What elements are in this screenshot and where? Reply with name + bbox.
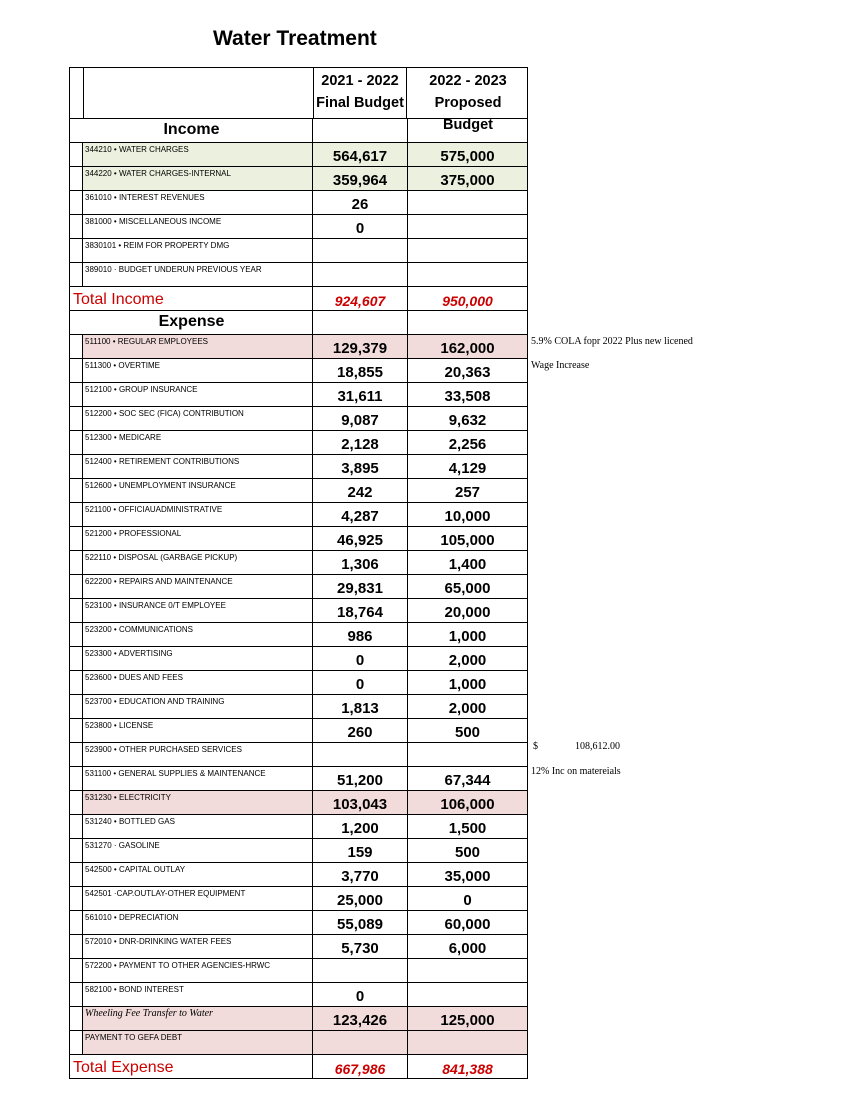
proposed-budget-value: 500 <box>407 839 528 862</box>
column-header-2022: 2022 - 2023 Proposed Budget <box>429 73 507 133</box>
account-label: 522110 • DISPOSAL (GARBAGE PICKUP) <box>82 551 312 574</box>
final-budget-value: 242 <box>312 479 407 502</box>
proposed-budget-value: 67,344 <box>407 767 528 790</box>
table-row <box>69 190 528 214</box>
table-row <box>69 574 528 598</box>
final-budget-value: 3,895 <box>312 455 407 478</box>
proposed-budget-value: 60,000 <box>407 911 528 934</box>
final-budget-value: 103,043 <box>312 791 407 814</box>
column-header-2021: 2021 - 2022 Final Budget <box>314 68 407 118</box>
proposed-budget-value: 1,000 <box>407 623 528 646</box>
table-row <box>69 262 528 286</box>
final-budget-value: 55,089 <box>312 911 407 934</box>
final-budget-value <box>312 743 407 766</box>
proposed-budget-value: 500 <box>407 719 528 742</box>
table-row <box>69 838 528 862</box>
proposed-budget-value: 375,000 <box>407 167 528 190</box>
final-budget-value: 3,770 <box>312 863 407 886</box>
account-label: 561010 • DEPRECIATION <box>82 911 312 934</box>
table-row <box>69 694 528 718</box>
table-row <box>69 1006 528 1030</box>
proposed-budget-value <box>407 743 528 766</box>
final-budget-value: 29,831 <box>312 575 407 598</box>
account-label: 3830101 • REIM FOR PROPERTY DMG <box>82 239 312 262</box>
account-label: 523300 • ADVERTISING <box>82 647 312 670</box>
proposed-budget-value <box>407 983 528 1006</box>
proposed-budget-value <box>407 191 528 214</box>
total-expense-row: Total Expense 667,986 841,388 <box>69 1054 528 1078</box>
table-row <box>69 982 528 1006</box>
account-label: 523700 • EDUCATION AND TRAINING <box>82 695 312 718</box>
table-row <box>69 550 528 574</box>
proposed-budget-value: 1,400 <box>407 551 528 574</box>
proposed-budget-value: 9,632 <box>407 407 528 430</box>
table-row <box>69 766 528 790</box>
table-row <box>69 454 528 478</box>
final-budget-value <box>312 263 407 286</box>
account-label: 542500 • CAPITAL OUTLAY <box>82 863 312 886</box>
table-row <box>69 670 528 694</box>
table-row <box>69 358 528 382</box>
proposed-budget-value: 10,000 <box>407 503 528 526</box>
final-budget-value: 159 <box>312 839 407 862</box>
final-budget-value: 26 <box>312 191 407 214</box>
account-label: 523900 • OTHER PURCHASED SERVICES <box>82 743 312 766</box>
final-budget-value: 18,855 <box>312 359 407 382</box>
proposed-budget-value: 20,363 <box>407 359 528 382</box>
table-row <box>69 238 528 262</box>
table-row <box>69 526 528 550</box>
final-budget-value: 1,200 <box>312 815 407 838</box>
account-label: 572200 • PAYMENT TO OTHER AGENCIES-HRWC <box>82 959 312 982</box>
final-budget-value: 46,925 <box>312 527 407 550</box>
account-label: 344220 • WATER CHARGES-INTERNAL <box>82 167 312 190</box>
proposed-budget-value: 2,000 <box>407 695 528 718</box>
proposed-budget-value: 1,000 <box>407 671 528 694</box>
proposed-budget-value: 125,000 <box>407 1007 528 1030</box>
final-budget-value: 9,087 <box>312 407 407 430</box>
proposed-budget-value: 162,000 <box>407 335 528 358</box>
final-budget-value: 359,964 <box>312 167 407 190</box>
final-budget-value <box>312 1031 407 1054</box>
table-row <box>69 646 528 670</box>
account-label: 512300 • MEDICARE <box>82 431 312 454</box>
final-budget-value: 564,617 <box>312 143 407 166</box>
final-budget-value <box>312 239 407 262</box>
table-row <box>69 142 528 166</box>
table-row <box>69 598 528 622</box>
proposed-budget-value: 4,129 <box>407 455 528 478</box>
proposed-budget-value: 20,000 <box>407 599 528 622</box>
account-label: 531240 • BOTTLED GAS <box>82 815 312 838</box>
note-wage: Wage Increase <box>531 360 590 371</box>
table-row <box>69 718 528 742</box>
account-label: 523600 • DUES AND FEES <box>82 671 312 694</box>
proposed-budget-value <box>407 263 528 286</box>
table-row <box>69 814 528 838</box>
proposed-budget-value: 106,000 <box>407 791 528 814</box>
proposed-budget-value: 105,000 <box>407 527 528 550</box>
proposed-budget-value <box>407 1031 528 1054</box>
proposed-budget-value: 0 <box>407 887 528 910</box>
table-row <box>69 166 528 190</box>
proposed-budget-value <box>407 959 528 982</box>
final-budget-value: 2,128 <box>312 431 407 454</box>
account-label: Wheeling Fee Transfer to Water <box>82 1007 312 1030</box>
page-title: Water Treatment <box>213 27 377 50</box>
note-materials: 12% Inc on matereials <box>531 766 621 777</box>
table-row <box>69 622 528 646</box>
table-row <box>69 958 528 982</box>
final-budget-value: 1,813 <box>312 695 407 718</box>
proposed-budget-value: 1,500 <box>407 815 528 838</box>
account-label: 511300 • OVERTIME <box>82 359 312 382</box>
final-budget-value: 0 <box>312 215 407 238</box>
final-budget-value <box>312 959 407 982</box>
note-amount: 108,612.00 <box>575 741 620 752</box>
account-label: 512200 • SOC SEC (FICA) CONTRIBUTION <box>82 407 312 430</box>
table-row <box>69 478 528 502</box>
final-budget-value: 123,426 <box>312 1007 407 1030</box>
proposed-budget-value: 6,000 <box>407 935 528 958</box>
proposed-budget-value: 35,000 <box>407 863 528 886</box>
expense-section-header: Expense <box>69 310 528 334</box>
final-budget-value: 0 <box>312 647 407 670</box>
account-label: 523200 • COMMUNICATIONS <box>82 623 312 646</box>
final-budget-value: 260 <box>312 719 407 742</box>
account-label: 512100 • GROUP INSURANCE <box>82 383 312 406</box>
note-dollar: $ <box>533 741 538 752</box>
budget-table <box>69 67 528 1079</box>
income-section-header: Income <box>69 118 528 142</box>
income-rows <box>69 142 528 286</box>
account-label: 622200 • REPAIRS AND MAINTENANCE <box>82 575 312 598</box>
account-label: 512400 • RETIREMENT CONTRIBUTIONS <box>82 455 312 478</box>
final-budget-value: 4,287 <box>312 503 407 526</box>
proposed-budget-value: 2,000 <box>407 647 528 670</box>
account-label: 389010 · BUDGET UNDERUN PREVIOUS YEAR <box>82 263 312 286</box>
account-label: 361010 • INTEREST REVENUES <box>82 191 312 214</box>
table-row <box>69 862 528 886</box>
final-budget-value: 129,379 <box>312 335 407 358</box>
table-row <box>69 742 528 766</box>
account-label: PAYMENT TO GEFA DEBT <box>82 1031 312 1054</box>
proposed-budget-value <box>407 239 528 262</box>
account-label: 523800 • LICENSE <box>82 719 312 742</box>
final-budget-value: 5,730 <box>312 935 407 958</box>
final-budget-value: 25,000 <box>312 887 407 910</box>
account-label: 523100 • INSURANCE 0/T EMPLOYEE <box>82 599 312 622</box>
final-budget-value: 1,306 <box>312 551 407 574</box>
account-label: 572010 • DNR-DRINKING WATER FEES <box>82 935 312 958</box>
account-label: 512600 • UNEMPLOYMENT INSURANCE <box>82 479 312 502</box>
table-row <box>69 502 528 526</box>
proposed-budget-value: 257 <box>407 479 528 502</box>
expense-rows <box>69 334 528 1054</box>
final-budget-value: 51,200 <box>312 767 407 790</box>
proposed-budget-value: 33,508 <box>407 383 528 406</box>
proposed-budget-value: 65,000 <box>407 575 528 598</box>
table-row <box>69 382 528 406</box>
final-budget-value: 986 <box>312 623 407 646</box>
note-cola: 5.9% COLA fopr 2022 Plus new licened <box>531 336 693 347</box>
table-row <box>69 406 528 430</box>
table-row <box>69 790 528 814</box>
table-row <box>69 910 528 934</box>
final-budget-value: 18,764 <box>312 599 407 622</box>
final-budget-value: 0 <box>312 671 407 694</box>
account-label: 582100 • BOND INTEREST <box>82 983 312 1006</box>
table-row <box>69 214 528 238</box>
final-budget-value: 0 <box>312 983 407 1006</box>
account-label: 531230 • ELECTRICITY <box>82 791 312 814</box>
account-label: 531270 · GASOLINE <box>82 839 312 862</box>
table-row <box>69 430 528 454</box>
proposed-budget-value <box>407 215 528 238</box>
table-row <box>69 934 528 958</box>
final-budget-value: 31,611 <box>312 383 407 406</box>
account-label: 521100 • OFFICIAUADMINISTRATIVE <box>82 503 312 526</box>
table-row <box>69 334 528 358</box>
account-label: 542501 ·CAP.OUTLAY-OTHER EQUIPMENT <box>82 887 312 910</box>
account-label: 511100 • REGULAR EMPLOYEES <box>82 335 312 358</box>
total-income-row: Total Income 924,607 950,000 <box>69 286 528 310</box>
account-label: 521200 • PROFESSIONAL <box>82 527 312 550</box>
proposed-budget-value: 575,000 <box>407 143 528 166</box>
account-label: 381000 • MISCELLANEOUS INCOME <box>82 215 312 238</box>
table-row <box>69 886 528 910</box>
proposed-budget-value: 2,256 <box>407 431 528 454</box>
account-label: 531100 • GENERAL SUPPLIES & MAINTENANCE <box>82 767 312 790</box>
table-row <box>69 1030 528 1054</box>
account-label: 344210 • WATER CHARGES <box>82 143 312 166</box>
